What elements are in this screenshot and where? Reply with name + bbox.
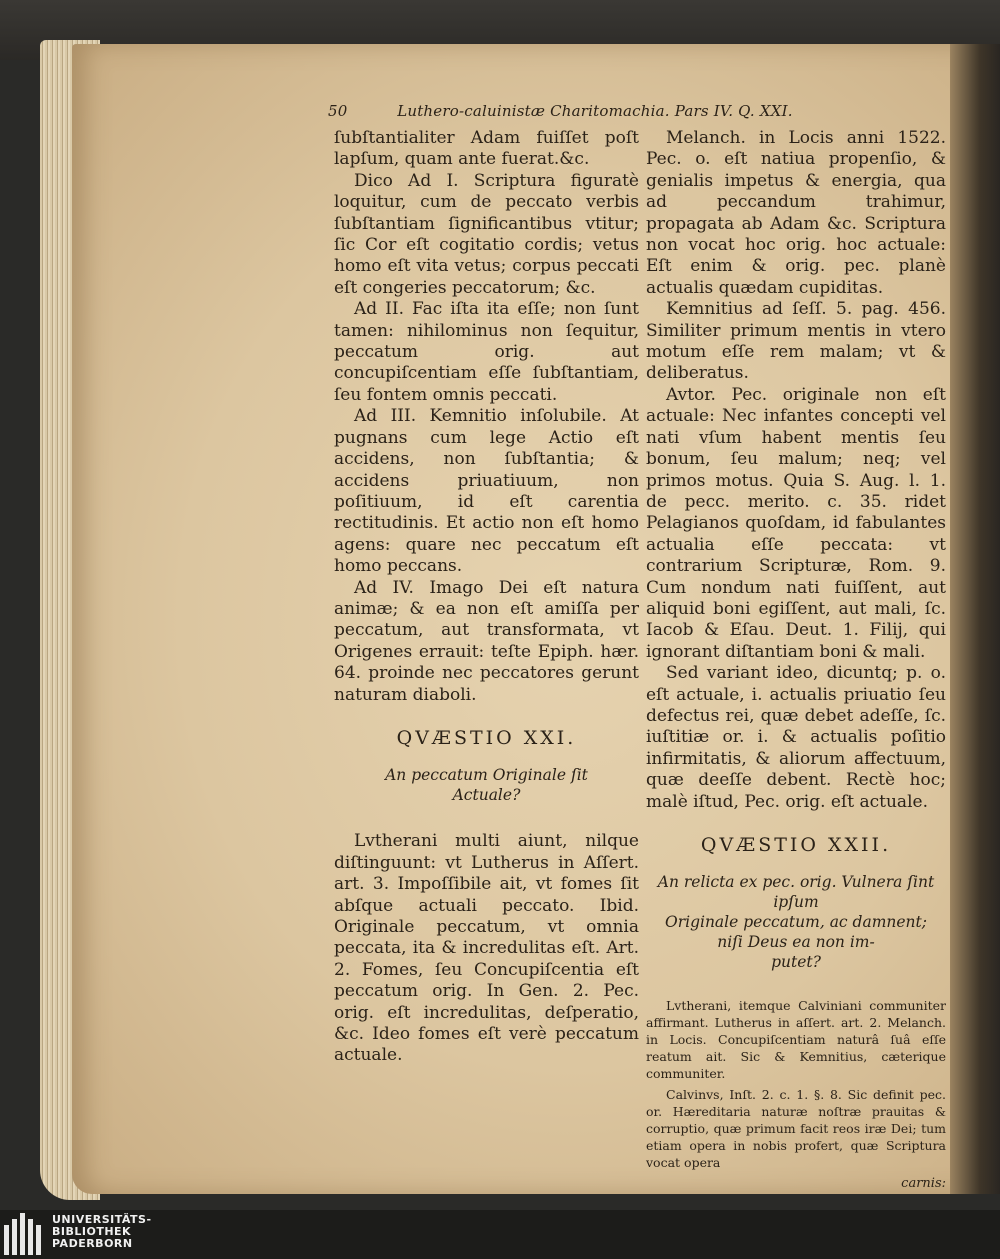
book-gutter [950,44,1000,1194]
right-paragraph: Kemnitius ad ſeſſ. 5. pag. 456. Similiter primum mentis in vtero motum eſſe rem malam; vt & deliberatus. [646,299,946,384]
question-subtitle-line: Actuale? [452,786,521,805]
question-subtitle [646,872,946,972]
library-logo-text [52,1214,152,1250]
right-paragraph: Melanch. in Locis anni 1522. Pec. o. eſt natiua propenſio, & genialis impetus & energia, qua ad peccandum trahimur, propagata ab Adam &c. Scriptura non vocat hoc orig. hoc actuale: Eſt enim & orig. pec. planè actualis quædam cupiditas. [646,128,946,298]
question-subtitle-line: niſi Deus ea non im- [717,933,875,952]
question-subtitle-line: An relicta ex pec. orig. Vulnera ſint ipſum [657,873,935,912]
right-paragraph: Sed variant ideo, dicuntq; p. o. eſt actuale, i. actualis priuatio ſeu defectus rei, quæ debet adeſſe, ſc. iuſtitiæ or. i. & actualis poſitio infirmitatis, & aliorum affectuum, quæ deeſſe debent. Rectè hoc; malè iſtud, Pec. orig. eſt actuale. [646,663,946,812]
logo-line: UNIVERSITÄTS- [52,1213,152,1226]
left-paragraph: Dico Ad I. Scriptura figuratè loquitur, cum de peccato verbis ſubſtantiam ſignificantibus vtitur; ſic Cor eſt cogitatio cordis; vetus homo eſt vita vetus; corpus peccati eſt congeries peccatorum; &c. [334,170,639,298]
question-subtitle-line: putet? [771,953,821,972]
running-head: Luthero-caluinistæ Charitomachia. Pars IV. Q. XXI. [397,102,793,120]
left-column [334,128,639,1067]
left-paragraph: Ad II. Fac iſta ita eſſe; non ſunt tamen: nihilominus non ſequitur, peccatum orig. aut concupiſcentiam eſſe ſubſtantiam, ſeu fontem omnis peccati. [334,299,639,405]
page-number: 50 [328,102,348,120]
question-subtitle [334,765,639,805]
catchword: carnis: [901,1176,946,1192]
left-paragraph: Ad IV. Imago Dei eſt natura animæ; & ea non eſt amiſſa per peccatum, aut transformata, vt Origenes errauit: teſte Epiph. hær. 64. proinde nec peccatores gerunt naturam diaboli. [334,577,639,705]
logo-line: PADERBORN [52,1237,133,1250]
question-title: QVÆSTIO XXI. [396,726,577,749]
left-paragraph: Ad III. Kemnitio inſolubile. At pugnans cum lege Actio eſt accidens, non ſubſtantia; & accidens priuatiuum, non poſitiuum, id eſt carentia rectitudinis. Et actio non eſt homo agens: quare nec peccatum eſt homo peccans. [334,406,639,577]
left-paragraph: ſubſtantialiter Adam fuiſſet poſt lapſum, quam ante fuerat.&c. [334,128,639,170]
right-paragraph: Avtor. Pec. originale non eſt actuale: Nec infantes concepti vel nati vſum habent mentis ſeu bonum, ſeu malum; neq; vel primos motus. Quia S. Aug. l. 1. de pecc. merito. c. 35. ridet Pelagianos quoſdam, id fabulantes actualia eſſe peccata: vt contrarium Scripturæ, Rom. 9. Cum nondum nati fuiſſent, aut aliquid boni egiſſent, aut mali, ſc. Iacob & Eſau. Deut. 1. Filij, qui ignorant diſtantiam boni & mali. [646,384,946,662]
question-title: QVÆSTIO XXII. [700,834,892,856]
question-subtitle-line: An peccatum Originale ſit [385,766,588,785]
logo-line: BIBLIOTHEK [52,1225,132,1238]
question-subtitle-line: Originale peccatum, ac damnent; [665,913,927,932]
running-header [328,102,793,120]
small-paragraph: Lvtherani, itemque Calviniani communiter affirmant. Lutherus in aſſert. art. 2. Melanch. in Locis. Concupiſcentiam naturâ ſuâ eſſe reatum ait. Sic & Kemnitius, cæterique communiter. [646,998,946,1081]
right-column [646,128,946,1193]
library-logo-icon [4,1213,44,1255]
small-paragraph: Calvinvs, Inſt. 2. c. 1. §. 8. Sic definit pec. or. Hæreditaria naturæ noſtræ prauitas & corruptio, quæ primum facit reos iræ Dei; tum etiam opera in nobis profert, quæ Scriptura vocat opera [646,1087,946,1170]
small-print-block [646,998,946,1193]
left-paragraph: Lvtherani multi aiunt, nilque diſtinguunt: vt Lutherus in Aſſert. art. 3. Impoſſibile ait, vt fomes ſit abſque actuali peccato. Ibid. Originale peccatum, vt omnia peccata, ita & incredulitas eſt. Art. 2. Fomes, ſeu Concupiſcentia eſt peccatum orig. In Gen. 2. Pec. orig. eſt incredulitas, deſperatio, &c. Ideo fomes eſt verè peccatum actuale. [334,831,639,1066]
